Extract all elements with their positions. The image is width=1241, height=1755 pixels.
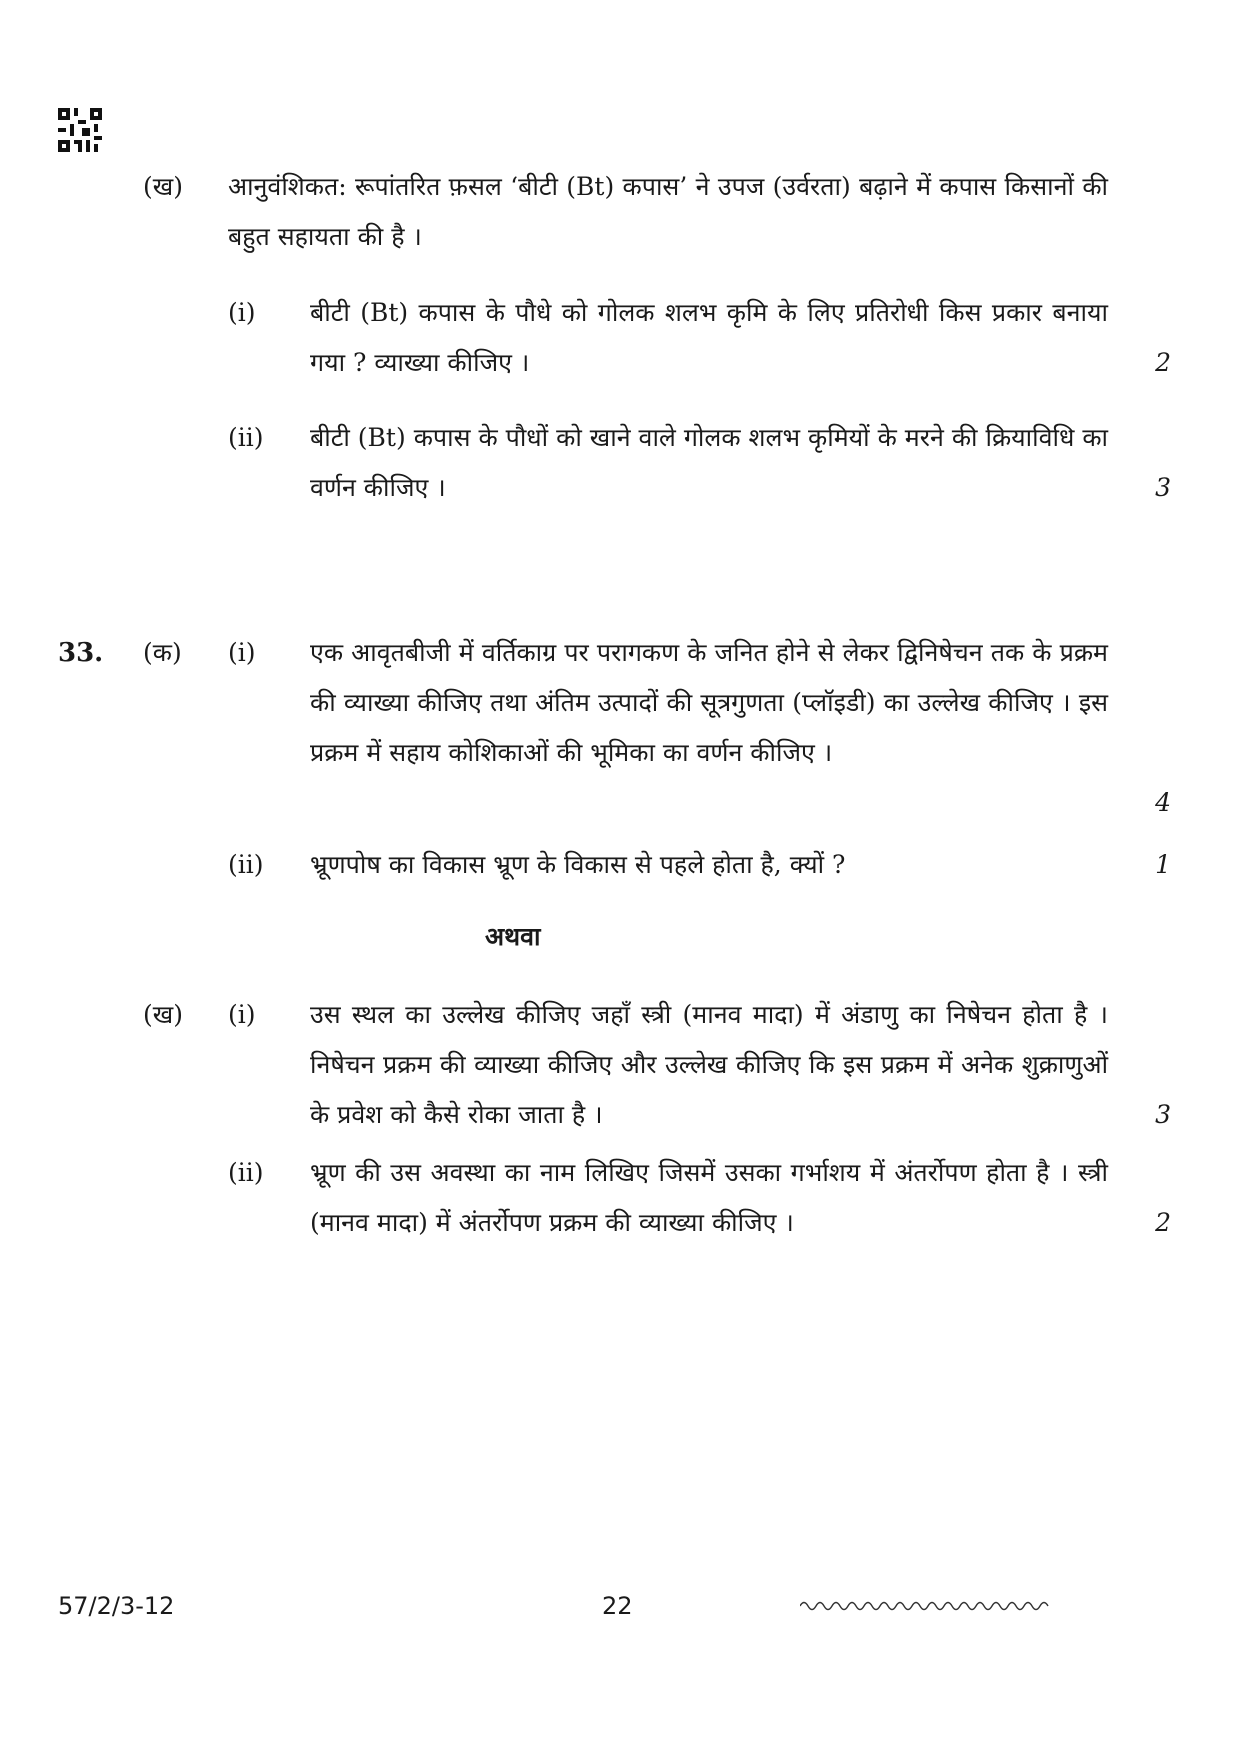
q33b-part-ii-text: भ्रूण की उस अवस्था का नाम लिखिए जिसमें उसका गर्भाशय में अंतर्रोपण होता है । स्त्री (मानव मादा) में अंतर्रोपण प्रक्रम की व्याख्या कीजिए ।	[310, 1158, 1108, 1237]
q33b-part-i-label: (i)	[228, 1000, 256, 1029]
page-number: 22	[602, 1592, 633, 1620]
q33a-part-i-text: एक आवृतबीजी में वर्तिकाग्र पर परागकण के जनित होने से लेकर द्विनिषेचन तक के प्रक्रम की व्याख्या कीजिए तथा अंतिम उत्पादों की सूत्रगुणता (प्लॉइडी) का उल्लेख कीजिए । इस प्रक्रम में सहाय कोशिकाओं की भूमिका का वर्णन कीजिए ।	[310, 638, 1108, 767]
q32b-part-ii-text: बीटी (Bt) कपास के पौधों को खाने वाले गोलक शलभ कृमियों के मरने की क्रियाविधि का वर्णन कीजिए ।	[310, 423, 1108, 502]
or-separator: अथवा	[485, 922, 541, 951]
q33a-part-ii-marks: 1	[1155, 850, 1171, 879]
q33a-part-ii-text: भ्रूणपोष का विकास भ्रूण के विकास से पहले होता है, क्यों ?	[310, 850, 846, 879]
q32b-part-i-marks: 2	[1155, 348, 1171, 377]
q32b-part-ii-marks: 3	[1155, 473, 1171, 502]
q32b-label: (ख)	[143, 172, 183, 201]
q33b-part-i-text: उस स्थल का उल्लेख कीजिए जहाँ स्त्री (मानव मादा) में अंडाणु का निषेचन होता है । निषेचन प्रक्रम की व्याख्या कीजिए और उल्लेख कीजिए कि इस प्रक्रम में अनेक शुक्राणुओं के प्रवेश को कैसे रोका जाता है ।	[310, 1000, 1108, 1129]
q32b-part-i-text: बीटी (Bt) कपास के पौधे को गोलक शलभ कृमि के लिए प्रतिरोधी किस प्रकार बनाया गया ? व्याख्या कीजिए ।	[310, 298, 1108, 377]
q33b-part-i-marks: 3	[1155, 1100, 1171, 1129]
q32b-text: आनुवंशिकत: रूपांतरित फ़सल ‘बीटी (Bt) कपास’ ने उपज (उर्वरता) बढ़ाने में कपास किसानों की बहुत सहायता की है ।	[228, 172, 1108, 251]
q33a-part-ii-label: (ii)	[228, 850, 264, 879]
q32b-part-ii-label: (ii)	[228, 423, 264, 452]
q32b-part-i-label: (i)	[228, 298, 256, 327]
question-number: 33.	[58, 638, 104, 668]
paper-code: 57/2/3-12	[58, 1592, 175, 1620]
q33b-label: (ख)	[143, 1000, 183, 1029]
qr-code-icon	[58, 108, 102, 152]
q33a-part-i-marks: 4	[1155, 788, 1171, 817]
q33b-part-ii-marks: 2	[1155, 1208, 1171, 1237]
q33a-part-i-label: (i)	[228, 638, 256, 667]
q33b-part-ii-label: (ii)	[228, 1158, 264, 1187]
q33a-label: (क)	[143, 638, 182, 667]
wavy-line-decoration	[800, 1598, 1050, 1614]
